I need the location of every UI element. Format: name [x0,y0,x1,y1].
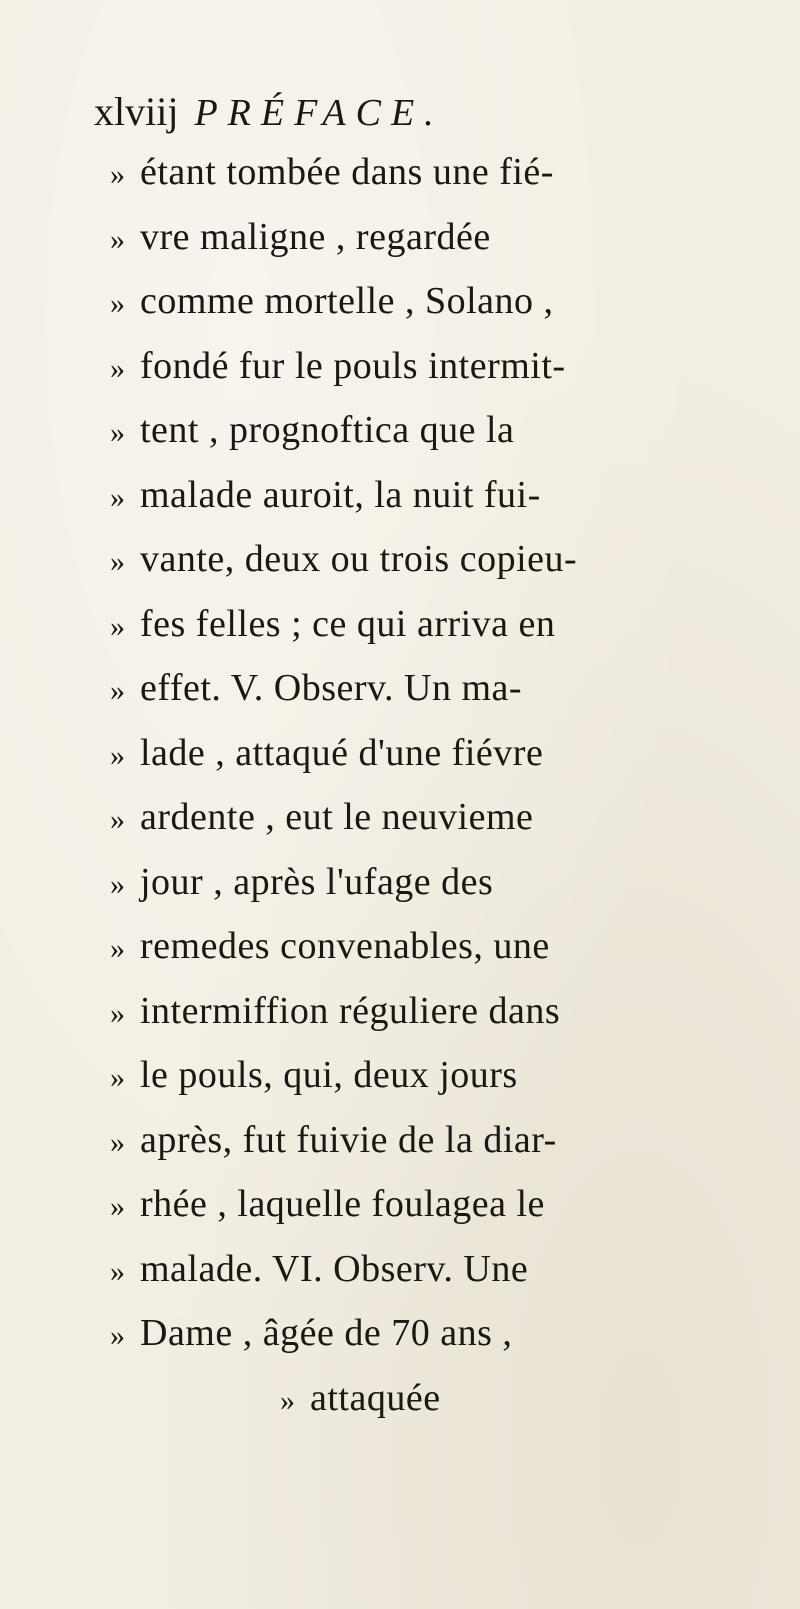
line-text: rhée , laquelle foulagea le [140,1183,545,1225]
text-line [110,408,790,473]
line-text: Dame , âgée de 70 ans , [140,1312,513,1354]
text-line [110,602,790,667]
line-text: le pouls, qui, deux jours [140,1054,518,1096]
quotation-mark: » [110,803,125,836]
text-line [110,1118,790,1183]
quotation-mark: » [110,158,125,191]
line-text: ardente , eut le neuvieme [140,796,534,838]
body-text [110,150,790,1440]
text-line [110,473,790,538]
quotation-mark: » [110,1125,125,1159]
text-line [110,924,790,989]
quotation-mark: » [110,996,125,1030]
line-text: tent , prognoftica que la [140,409,515,451]
text-line [110,150,790,215]
page-header [94,88,444,148]
line-text: après, fut fuivie de la diar- [140,1118,557,1161]
quotation-mark: » [110,1061,125,1094]
text-line [110,1247,790,1312]
quotation-mark: » [110,1319,125,1352]
line-text: malade auroit, la nuit fui- [140,473,541,516]
running-title: PRÉFACE. [194,92,444,134]
quotation-mark: » [110,480,125,514]
quotation-mark: » [110,932,125,965]
quotation-mark: » [110,222,125,256]
line-text: malade. VI. Observ. Une [140,1247,529,1290]
line-text: comme mortelle , Solano , [140,280,554,322]
text-line [110,537,790,602]
quotation-mark: » [110,416,125,449]
text-line [110,1311,790,1376]
line-text: vre maligne , regardée [140,215,491,258]
quotation-mark: » [110,609,125,643]
line-text: remedes convenables, une [140,925,550,967]
text-line [110,731,790,796]
quotation-mark: » [110,1190,125,1223]
quotation-mark: » [110,287,125,320]
text-line [110,1053,790,1118]
quotation-mark: » [280,1383,295,1417]
catchword-line [110,1376,790,1441]
line-text: fes felles ; ce qui arriva en [140,602,556,645]
quotation-mark: » [110,738,125,772]
page-number: xlviij [94,89,179,134]
catchword: attaquée [310,1376,441,1419]
quotation-mark: » [110,545,125,578]
text-line [110,215,790,280]
line-text: fondé fur le pouls intermit- [140,344,566,387]
quotation-mark: » [110,867,125,901]
text-line [110,279,790,344]
quotation-mark: » [110,351,125,385]
text-line [110,860,790,925]
line-text: vante, deux ou trois copieu- [140,538,578,580]
line-text: jour , après l'ufage des [140,860,494,903]
line-text: effet. V. Observ. Un ma- [140,667,523,709]
quotation-mark: » [110,1254,125,1288]
line-text: lade , attaqué d'une fiévre [140,731,544,774]
text-line [110,666,790,731]
text-line [110,344,790,409]
text-line [110,795,790,860]
line-text: intermiffion réguliere dans [140,989,561,1032]
text-line [110,989,790,1054]
text-line [110,1182,790,1247]
line-text: étant tombée dans une fié- [140,151,554,193]
quotation-mark: » [110,674,125,707]
